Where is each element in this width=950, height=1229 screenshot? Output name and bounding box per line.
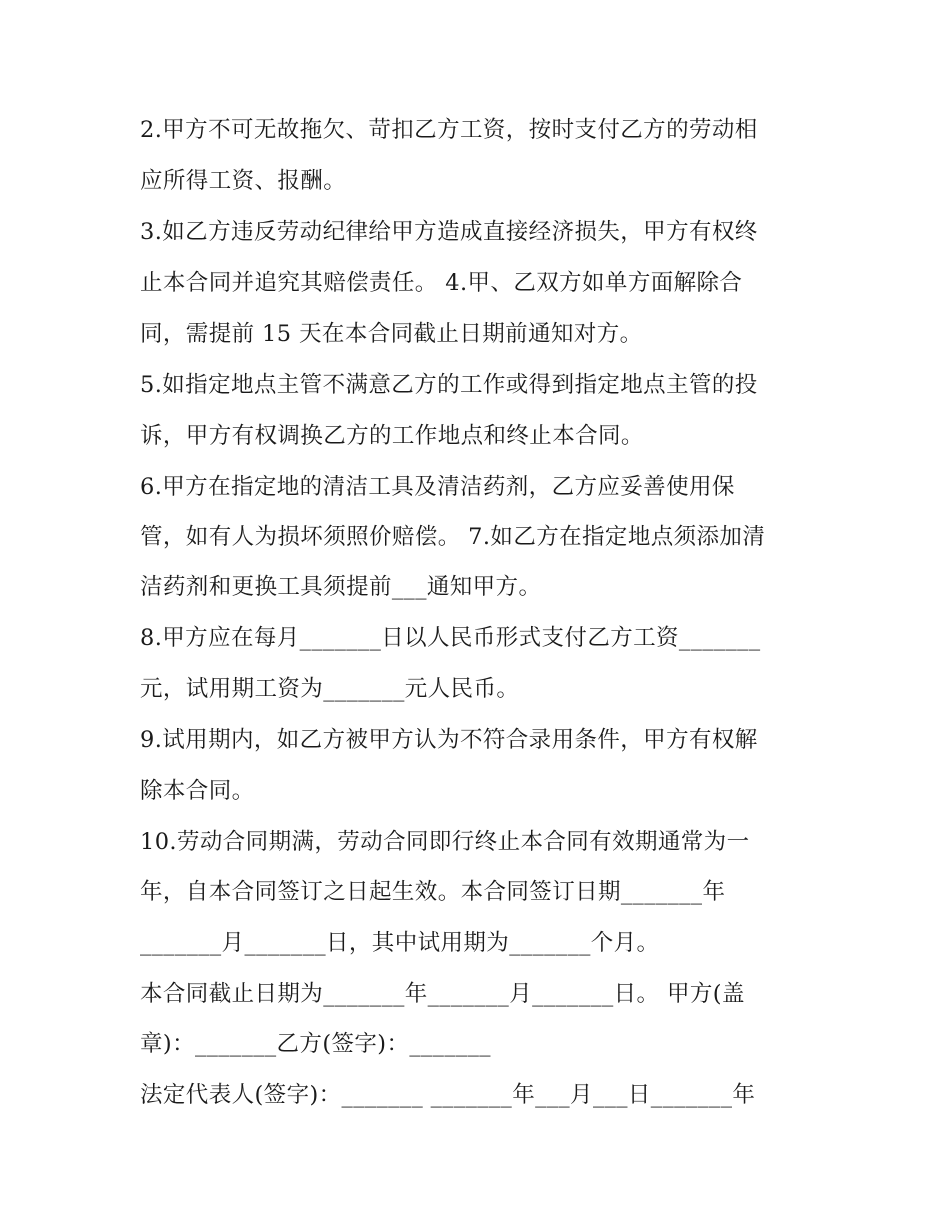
text-line: 9.试用期内，如乙方被甲方认为不符合录用条件，甲方有权解 <box>140 727 758 753</box>
text-line: 元，试用期工资为_______元人民币。 <box>140 676 520 702</box>
text-line: 章)：_______乙方(签字)：_______ <box>140 1031 491 1057</box>
text-line: 管，如有人为损坏须照价赔偿。 7.如乙方在指定地点须添加清 <box>140 524 766 550</box>
text-line: 除本合同。 <box>140 778 255 804</box>
text-line: 5.如指定地点主管不满意乙方的工作或得到指定地点主管的投 <box>140 372 758 398</box>
text-line: 年，自本合同签订之日起生效。本合同签订日期_______年 <box>140 879 726 905</box>
text-line: 2.甲方不可无故拖欠、苛扣乙方工资，按时支付乙方的劳动相 <box>140 117 758 143</box>
text-line: 8.甲方应在每月_______日以人民币形式支付乙方工资_______ <box>140 625 761 651</box>
text-line: 法定代表人(签字)：_______ _______年___月___日_______年 <box>140 1082 756 1108</box>
text-line: 洁药剂和更换工具须提前___通知甲方。 <box>140 574 542 600</box>
text-line: 10.劳动合同期满，劳动合同即行终止本合同有效期通常为一 <box>140 829 750 855</box>
text-line: _______月_______日，其中试用期为_______个月。 <box>140 930 660 956</box>
text-line: 诉，甲方有权调换乙方的工作地点和终止本合同。 <box>140 423 644 449</box>
text-line: 6.甲方在指定地的清洁工具及清洁药剂，乙方应妥善使用保 <box>140 474 735 500</box>
text-line: 本合同截止日期为_______年_______月_______日。 甲方(盖 <box>140 981 745 1007</box>
text-line: 应所得工资、报酬。 <box>140 168 347 194</box>
text-line: 同，需提前 15 天在本合同截止日期前通知对方。 <box>140 321 643 347</box>
text-line: 止本合同并追究其赔偿责任。 4.甲、乙双方如单方面解除合 <box>140 270 743 296</box>
text-line: 3.如乙方违反劳动纪律给甲方造成直接经济损失，甲方有权终 <box>140 219 758 245</box>
